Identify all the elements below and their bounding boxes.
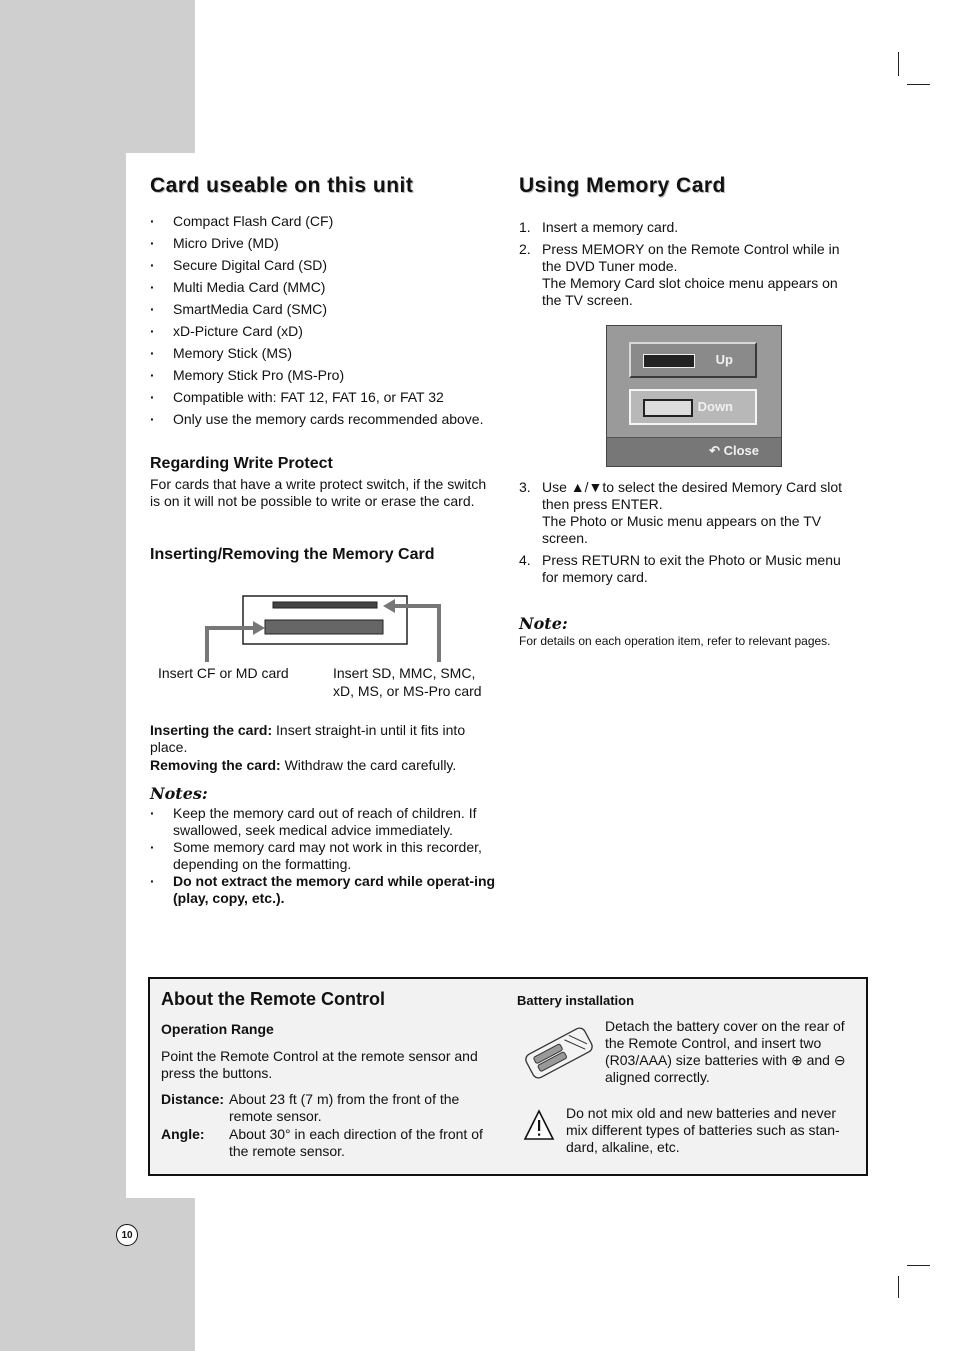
- removing-body: Withdraw the card carefully.: [280, 757, 457, 773]
- close-button[interactable]: ↶ Close: [709, 443, 759, 458]
- card-slot-diagram: [195, 588, 455, 668]
- step-item: 1. Insert a memory card.: [519, 219, 679, 235]
- notes-item: · Keep the memory card out of reach of children. If swallowed, seek medical advice immediately.: [150, 805, 500, 839]
- crop-mark: [907, 84, 930, 85]
- card-list-item: · Memory Stick Pro (MS-Pro): [150, 364, 500, 386]
- insert-sd-label-line2: xD, MS, or MS-Pro card: [333, 683, 482, 699]
- inserting-body: Insert straight-in until it fits into place.: [150, 722, 466, 755]
- card-list-item: · Multi Media Card (MMC): [150, 276, 500, 298]
- card-list-item: · xD-Picture Card (xD): [150, 320, 500, 342]
- steps-list-a: [519, 219, 859, 309]
- step-item: 4. Press RETURN to exit the Photo or Music menu for memory card.: [519, 552, 841, 585]
- write-protect-heading: Regarding Write Protect: [150, 455, 333, 472]
- removing-label: Removing the card:: [150, 757, 281, 773]
- step-item: 2. Press MEMORY on the Remote Control while in the DVD Tuner mode. The Memory Card slot choice menu appears on the TV screen.: [519, 241, 840, 308]
- down-label: Down: [697, 399, 733, 414]
- battery-heading: Battery installation: [517, 993, 635, 1008]
- down-slot-button[interactable]: [629, 389, 757, 425]
- memory-slot-menu-screenshot: [606, 325, 782, 467]
- removing-text: [150, 757, 495, 774]
- inserting-label: Inserting the card:: [150, 722, 273, 738]
- recommend-note: [150, 411, 510, 428]
- remote-heading: About the Remote Control: [161, 989, 385, 1009]
- card-list-item: · Compatible with: FAT 12, FAT 16, or FAT 32: [150, 386, 500, 408]
- slot-icon: [643, 354, 695, 368]
- notes-item: · Some memory card may not work in this recorder, depending on the formatting.: [150, 839, 500, 873]
- page-number: 10: [116, 1224, 138, 1246]
- insert-sd-label-line1: Insert SD, MMC, SMC,: [333, 665, 476, 681]
- inserting-text: [150, 722, 495, 756]
- crop-mark: [898, 52, 899, 76]
- insert-remove-heading: Inserting/Removing the Memory Card: [150, 546, 435, 563]
- distance-label: Distance:: [161, 1091, 225, 1107]
- operation-range-heading: Operation Range: [161, 1021, 274, 1037]
- card-list: [150, 210, 500, 408]
- distance-text: About 23 ft (7 m) from the front of the remote sensor.: [229, 1091, 460, 1124]
- card-list-item: · Compact Flash Card (CF): [150, 210, 500, 232]
- battery-text: Detach the battery cover on the rear of the Remote Control, and insert two (R03/AAA) size batteries with ⊕ and ⊖ aligned correctly.: [605, 1018, 846, 1085]
- notes-title: Notes:: [150, 784, 208, 803]
- recommend-item: · Only use the memory cards recommended above.: [150, 411, 510, 428]
- angle-label: Angle:: [161, 1126, 205, 1142]
- card-list-item: · Secure Digital Card (SD): [150, 254, 500, 276]
- using-memory-card-heading: Using Memory Card: [519, 174, 726, 197]
- card-list-item: · SmartMedia Card (SMC): [150, 298, 500, 320]
- card-useable-heading: Card useable on this unit: [150, 174, 414, 197]
- angle-text: About 30° in each direction of the front of the remote sensor.: [229, 1126, 483, 1159]
- crop-mark: [898, 1276, 899, 1298]
- up-slot-button[interactable]: [629, 342, 757, 378]
- return-icon: ↶: [709, 443, 724, 458]
- screen-footer: [607, 437, 781, 466]
- up-label: Up: [715, 352, 733, 367]
- step-item: 3. Use ▲/▼to select the desired Memory Card slot then press ENTER. The Photo or Music menu appears on the TV screen.: [519, 479, 843, 546]
- warning-text: Do not mix old and new batteries and never mix different types of batteries such as stan-dard, alkaline, etc.: [566, 1105, 840, 1155]
- insert-cf-label: Insert CF or MD card: [158, 665, 289, 681]
- warning-icon: [523, 1109, 555, 1141]
- notes-item-warning: · Do not extract the memory card while operat-ing (play, copy, etc.).: [150, 873, 500, 907]
- card-list-item: · Memory Stick (MS): [150, 342, 500, 364]
- card-list-item: · Micro Drive (MD): [150, 232, 500, 254]
- crop-mark: [907, 1265, 930, 1266]
- upper-slot: [273, 602, 377, 608]
- remote-battery-icon: [520, 1020, 598, 1086]
- operation-range-text: Point the Remote Control at the remote sensor and press the buttons.: [161, 1048, 478, 1081]
- write-protect-text: For cards that have a write protect switch, if the switch is on it will not be possible to write or erase the card.: [150, 476, 487, 509]
- note-title: Note:: [519, 614, 568, 633]
- steps-list-b: [519, 479, 859, 586]
- notes-list: [150, 805, 500, 907]
- lower-slot: [265, 620, 383, 634]
- note-text: For details on each operation item, refer to relevant pages.: [519, 634, 831, 648]
- card-icon: [643, 399, 693, 417]
